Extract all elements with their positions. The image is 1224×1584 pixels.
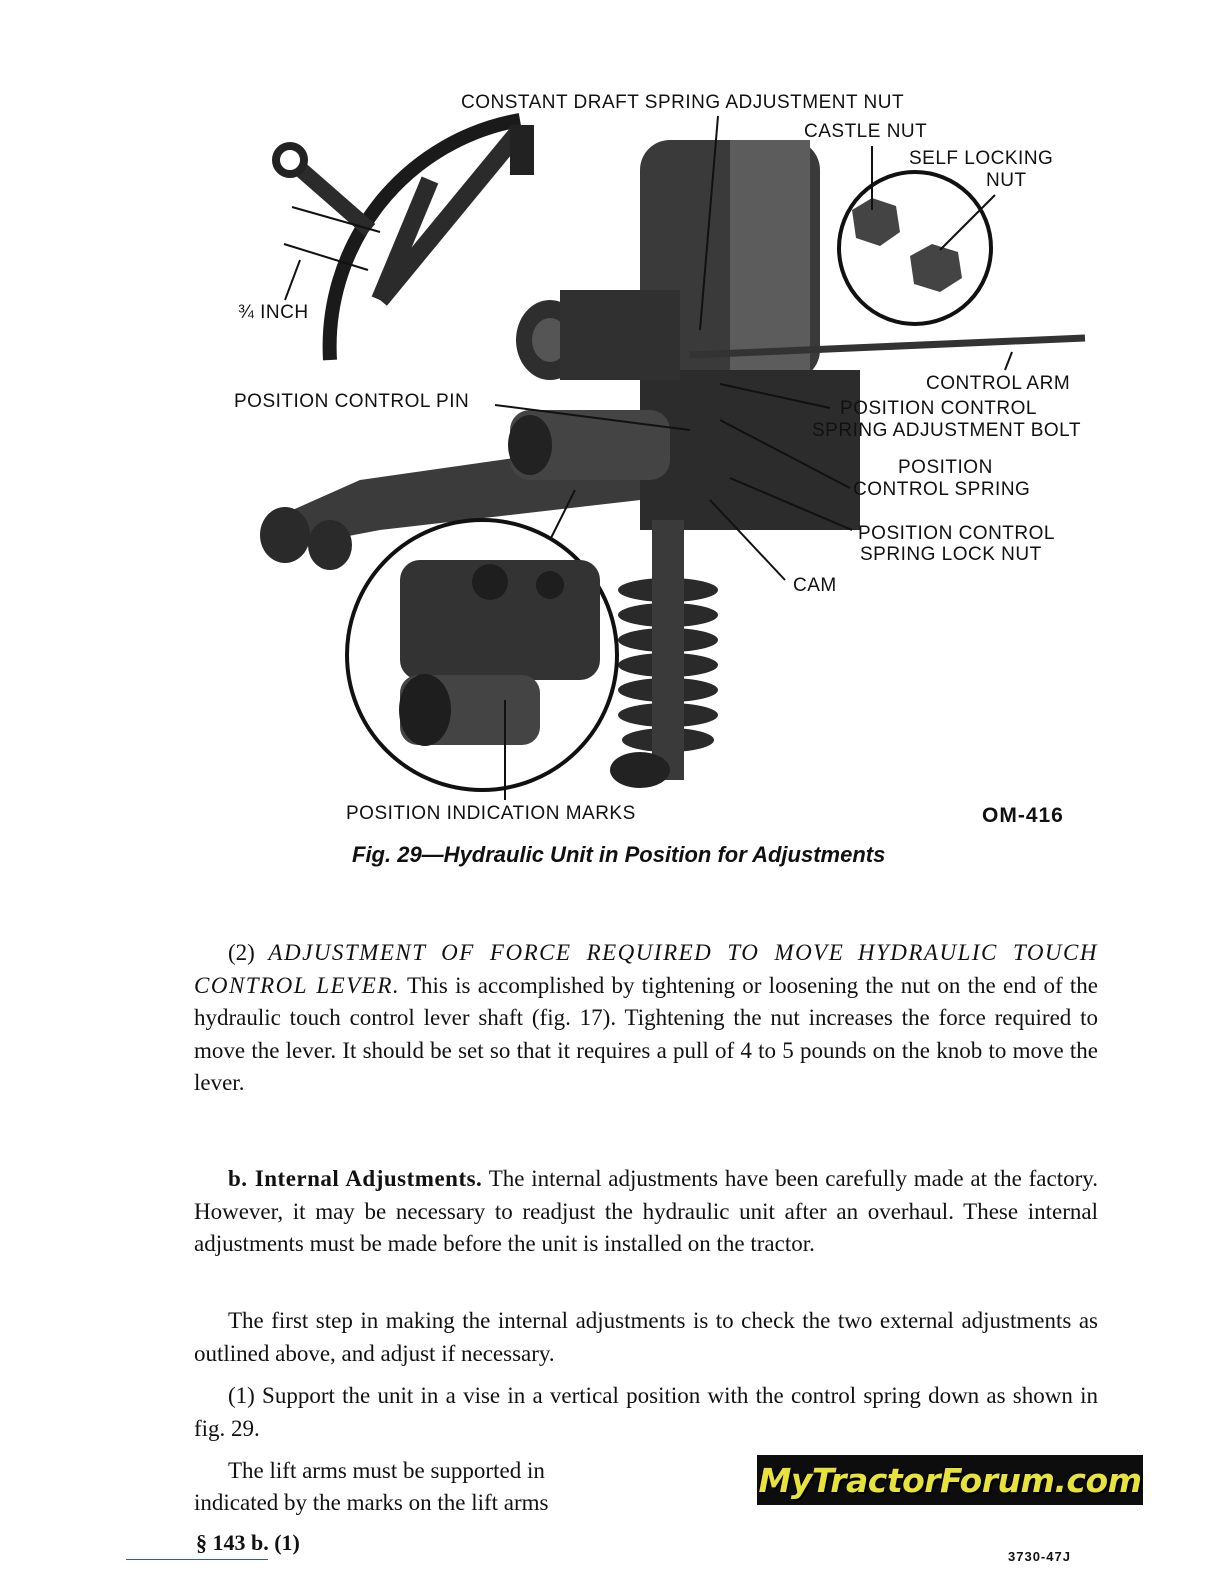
p1-number: (2) xyxy=(228,940,255,965)
p1-heading-line2: HYDRAULIC TOUCH CONTROL LEVER. xyxy=(194,940,1098,998)
figure-caption: Fig. 29—Hydraulic Unit in Position for Adjustments xyxy=(352,842,886,867)
p5-line2: indicated by the marks on the lift arms xyxy=(194,1490,549,1515)
label-control-arm: CONTROL ARM xyxy=(926,373,1071,394)
label-pc-spring-2: CONTROL SPRING xyxy=(853,479,1031,500)
paragraph-lift-arms-line2 xyxy=(194,1487,724,1520)
label-pc-lock-nut-1: POSITION CONTROL xyxy=(858,523,1055,544)
p5-line1: The lift arms must be supported in xyxy=(228,1458,545,1483)
label-pc-spring-1: POSITION xyxy=(898,457,993,478)
label-three-quarter-inch: ¾ INCH xyxy=(238,302,309,323)
page-code: 3730-47J xyxy=(1008,1549,1071,1564)
label-pc-lock-nut-2: SPRING LOCK NUT xyxy=(860,544,1042,565)
label-position-control-pin: POSITION CONTROL PIN xyxy=(234,391,470,412)
label-castle-nut: CASTLE NUT xyxy=(804,121,928,142)
paragraph-lift-arms-line1 xyxy=(194,1455,724,1488)
p1-text: This is accomplished by tightening or loosening the nut on the end of the hydraulic touch control lever shaft (fig. 17). Tightening the nut increases the force required to move the lever. It should be set so that it requires a pull of 4 to 5 pounds on the knob to move the lever. xyxy=(194,972,1099,1095)
label-pc-spring-adj-bolt-1: POSITION CONTROL xyxy=(840,398,1037,419)
paragraph-force-adjustment xyxy=(194,937,1098,1100)
watermark-text: MyTractorForum.com xyxy=(758,1460,1142,1500)
figure-code: OM-416 xyxy=(982,804,1064,827)
section-reference: § 143 b. (1) xyxy=(196,1530,300,1555)
paragraph-internal-adjustments xyxy=(194,1163,1098,1261)
label-position-indication-marks: POSITION INDICATION MARKS xyxy=(346,803,636,824)
p1-heading-line1: ADJUSTMENT OF FORCE REQUIRED TO MOVE xyxy=(268,940,845,965)
p2-text: The internal adjustments have been carefully made at the factory. However, it may be necessary to readjust the hydraulic unit after an overhaul. These internal adjustments must be made before the unit is installed on the tractor. xyxy=(194,1166,1098,1256)
label-self-locking-nut-1: SELF LOCKING xyxy=(909,148,1054,169)
label-self-locking-nut-2: NUT xyxy=(986,170,1027,191)
section-reference-rule xyxy=(126,1559,268,1560)
p2-lead: b. Internal Adjustments. xyxy=(228,1166,483,1191)
p3-text: The first step in making the internal adjustments is to check the two external adjustments as outlined above, and adjust if necessary. xyxy=(194,1308,1098,1366)
paragraph-first-step xyxy=(194,1305,1098,1370)
label-cam: CAM xyxy=(793,575,837,596)
watermark-logo xyxy=(757,1455,1143,1505)
p4-text: (1) Support the unit in a vise in a vertical position with the control spring down as shown in fig. 29. xyxy=(194,1383,1098,1441)
paragraph-support-unit xyxy=(194,1380,1098,1445)
label-constant-draft-nut: CONSTANT DRAFT SPRING ADJUSTMENT NUT xyxy=(461,92,905,113)
label-pc-spring-adj-bolt-2: SPRING ADJUSTMENT BOLT xyxy=(812,420,1081,441)
